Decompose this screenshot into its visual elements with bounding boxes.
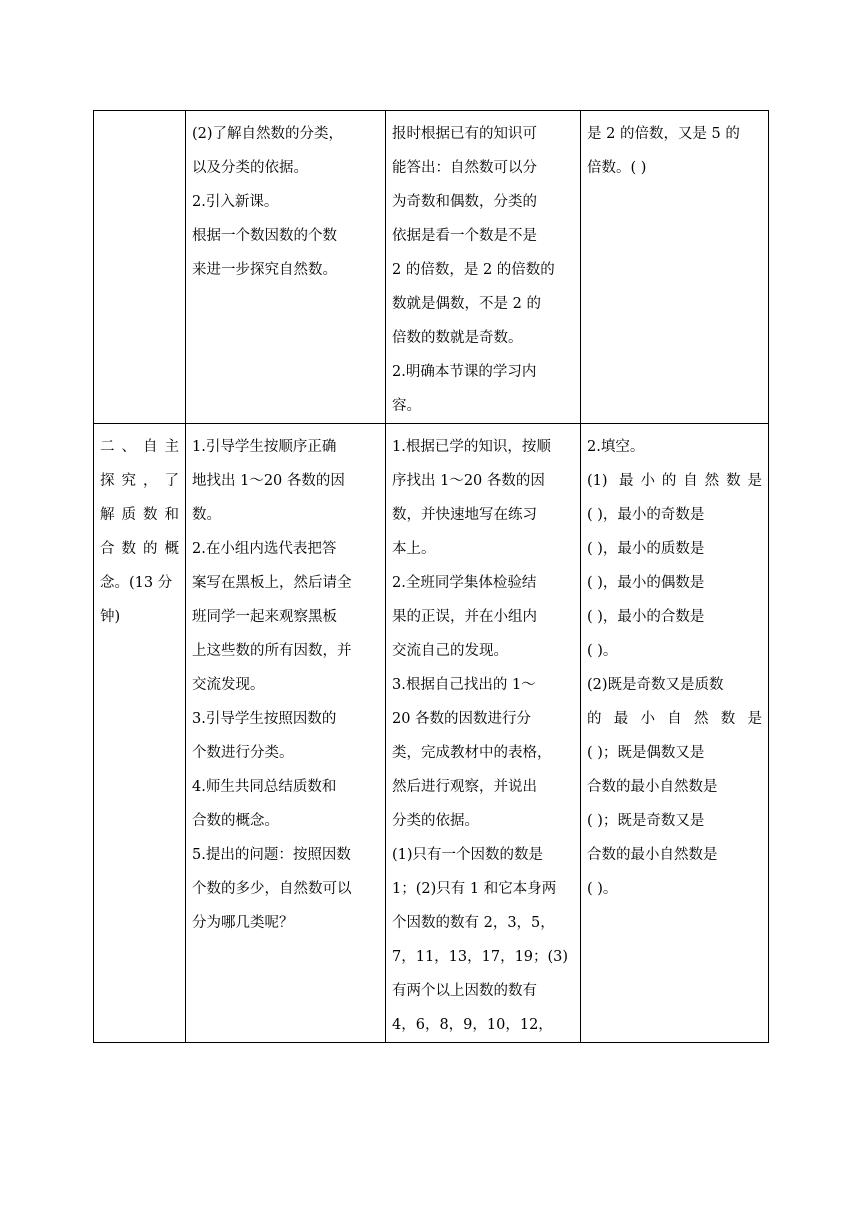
cell-text-line: 合数的概 <box>100 541 179 557</box>
cell-text-line: 个因数的数有 2，3，5， <box>392 915 555 931</box>
cell-text-line: ( )，最小的偶数是 <box>587 575 705 591</box>
cell-text-line: ( )。 <box>587 881 618 897</box>
cell-text-line: ( )。 <box>587 643 618 659</box>
cell-text-line: ( )；既是奇数又是 <box>587 813 705 829</box>
cell-text-line: 序找出 1～20 各数的因 <box>392 473 545 489</box>
cell-text-line: (1)只有一个因数的数是 <box>392 847 544 863</box>
cell-text-line: 是 2 的倍数，又是 5 的 <box>587 126 740 142</box>
cell-text-line: ( )；既是偶数又是 <box>587 745 705 761</box>
cell-text-line: 1；(2)只有 1 和它本身两 <box>392 881 557 897</box>
cell-text-line: 合数的概念。 <box>192 813 279 829</box>
cell-text-line: 数就是偶数，不是 2 的 <box>392 296 541 312</box>
cell-text-line: 2 的倍数，是 2 的倍数的 <box>392 262 555 278</box>
cell-text-line: 依据是看一个数是不是 <box>392 228 537 244</box>
student-activity-cell <box>386 111 581 424</box>
cell-text-line: 倍数。( ) <box>587 160 647 176</box>
cell-text-line: 20 各数的因数进行分 <box>392 711 532 727</box>
exercise-cell <box>581 111 769 424</box>
teacher-activity-cell <box>186 424 386 1043</box>
cell-text-line: 4.师生共同总结质数和 <box>192 779 337 795</box>
cell-text-line: 4，6，8，9，10，12， <box>392 1017 553 1033</box>
stage-cell <box>94 111 186 424</box>
cell-text-line: 个数的多少，自然数可以 <box>192 881 352 897</box>
cell-text-line: (1) 最小的自然数是 <box>587 473 762 489</box>
cell-text-line: 为奇数和偶数，分类的 <box>392 194 537 210</box>
cell-text-line: ( )，最小的奇数是 <box>587 507 705 523</box>
cell-text-line: 钟) <box>100 609 121 625</box>
cell-text-line: 2.填空。 <box>587 439 645 455</box>
cell-text-line: 交流发现。 <box>192 677 265 693</box>
cell-text-line: 2.引入新课。 <box>192 194 279 210</box>
cell-text-line: 以及分类的依据。 <box>192 160 308 176</box>
cell-text-line: 上这些数的所有因数，并 <box>192 643 352 659</box>
cell-text-line: 2.在小组内选代表把答 <box>192 541 337 557</box>
cell-text-line: 果的正误，并在小组内 <box>392 609 537 625</box>
cell-text-line: 来进一步探究自然数。 <box>192 262 337 278</box>
cell-text-line: 有两个以上因数的数有 <box>392 983 537 999</box>
stage-cell <box>94 424 186 1043</box>
cell-text-line: 数。 <box>192 507 221 523</box>
teacher-activity-cell <box>186 111 386 424</box>
cell-text-line: 报时根据已有的知识可 <box>392 126 537 142</box>
table-row <box>94 111 769 424</box>
cell-text-line: 交流自己的发现。 <box>392 643 508 659</box>
cell-text-line: 能答出：自然数可以分 <box>392 160 537 176</box>
cell-text-line: 个数进行分类。 <box>192 745 294 761</box>
cell-text-line: 1.引导学生按顺序正确 <box>192 439 337 455</box>
cell-text-line: ( )，最小的质数是 <box>587 541 705 557</box>
cell-text-line: 3.引导学生按照因数的 <box>192 711 337 727</box>
cell-text-line: 分类的依据。 <box>392 813 479 829</box>
cell-text-line: 探究，了 <box>100 473 179 489</box>
cell-text-line: 二、自主 <box>100 439 179 455</box>
cell-text-line: 解质数和 <box>100 507 179 523</box>
cell-text-line: 的最小自然数是 <box>587 711 762 727</box>
cell-text-line: 1.根据已学的知识，按顺 <box>392 439 551 455</box>
cell-text-line: 根据一个数因数的个数 <box>192 228 337 244</box>
cell-text-line: 班同学一起来观察黑板 <box>192 609 337 625</box>
lesson-plan-table <box>93 110 769 1043</box>
cell-text-line: 容。 <box>392 398 421 414</box>
cell-text-line: 然后进行观察，并说出 <box>392 779 537 795</box>
cell-text-line: (2)既是奇数又是质数 <box>587 677 724 693</box>
cell-text-line: 5.提出的问题：按照因数 <box>192 847 351 863</box>
cell-text-line: (2)了解自然数的分类， <box>192 126 344 142</box>
cell-text-line: 念。(13 分 <box>100 575 173 591</box>
cell-text-line: 倍数的数就是奇数。 <box>392 330 523 346</box>
table-row <box>94 424 769 1043</box>
cell-text-line: ( )，最小的合数是 <box>587 609 705 625</box>
cell-text-line: 案写在黑板上，然后请全 <box>192 575 352 591</box>
cell-text-line: 3.根据自己找出的 1～ <box>392 677 536 693</box>
cell-text-line: 本上。 <box>392 541 436 557</box>
cell-text-line: 合数的最小自然数是 <box>587 779 718 795</box>
student-activity-cell <box>386 424 581 1043</box>
cell-text-line: 数，并快速地写在练习 <box>392 507 537 523</box>
exercise-cell <box>581 424 769 1043</box>
cell-text-line: 地找出 1～20 各数的因 <box>192 473 345 489</box>
cell-text-line: 2.全班同学集体检验结 <box>392 575 537 591</box>
cell-text-line: 7，11，13，17，19；(3) <box>392 949 569 965</box>
cell-text-line: 类，完成教材中的表格， <box>392 745 552 761</box>
cell-text-line: 分为哪几类呢？ <box>192 915 294 931</box>
cell-text-line: 合数的最小自然数是 <box>587 847 718 863</box>
cell-text-line: 2.明确本节课的学习内 <box>392 364 537 380</box>
